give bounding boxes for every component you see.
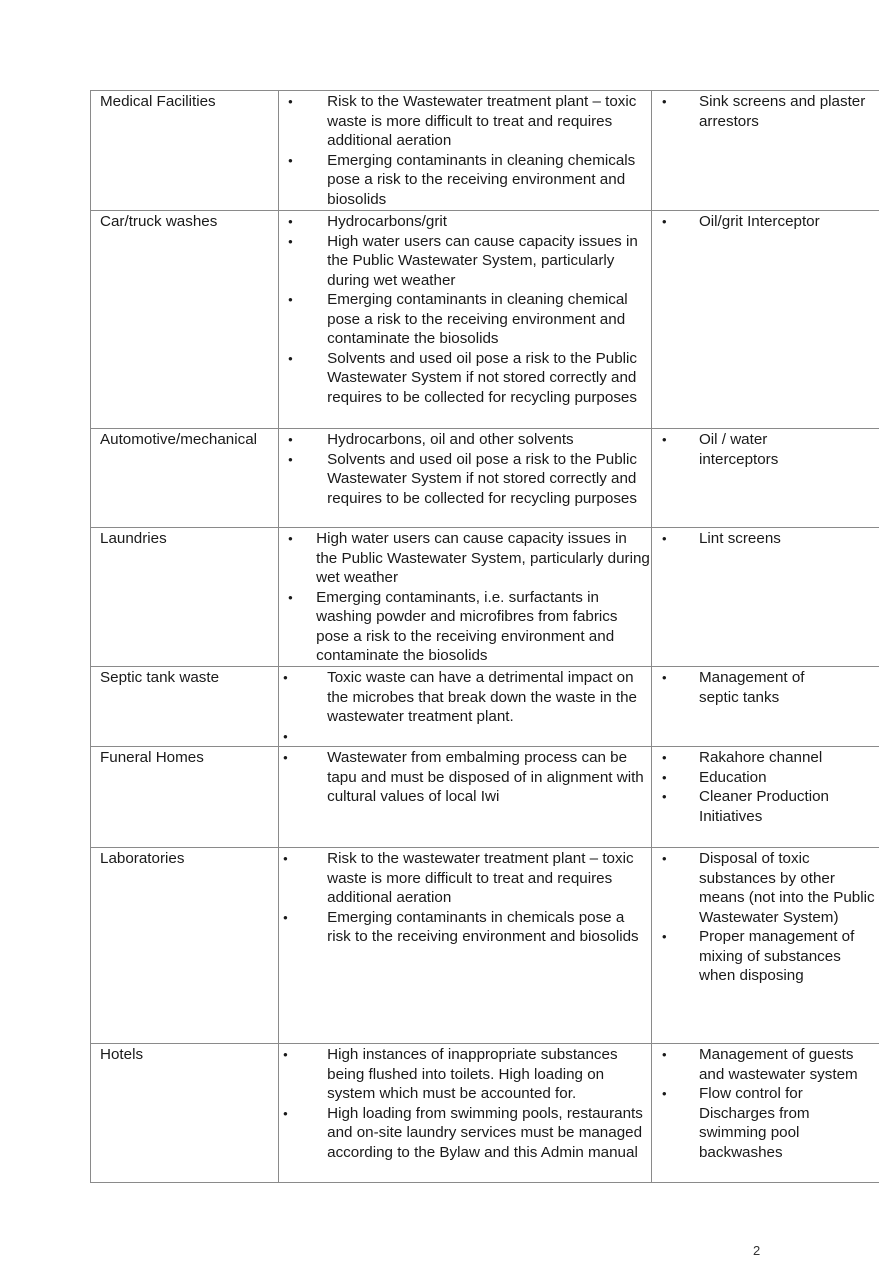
list-item: • Sink screens and plaster arrestors: [652, 92, 879, 131]
measure-list: [652, 91, 879, 131]
list-item: • High water users can cause capacity issues in the Public Wastewater System, particularly during wet weather: [279, 529, 651, 588]
table-row: [91, 667, 879, 747]
list-item: • Risk to the Wastewater treatment plant – toxic waste is more difficult to treat and requires additional aeration: [279, 92, 651, 151]
list-item: • Hydrocarbons/grit: [279, 212, 651, 232]
risk-list: [279, 91, 651, 209]
table-row: [91, 747, 879, 848]
measure-list: [652, 667, 879, 707]
page-number: 2: [753, 1243, 761, 1258]
list-item: • Solvents and used oil pose a risk to the Public Wastewater System if not stored correctly and requires to be collected for recycling purposes: [279, 450, 651, 509]
sector-cell: [91, 747, 279, 848]
table-row: [91, 848, 879, 1044]
measure-cell: [651, 848, 879, 1044]
sector-name: Funeral Homes: [100, 749, 204, 766]
sector-cell: [91, 667, 279, 747]
measure-cell: [651, 1044, 879, 1183]
risk-cell: [279, 91, 652, 211]
measure-cell: [651, 747, 879, 848]
list-item: • Oil / water interceptors: [652, 430, 829, 469]
list-item: • Management of guests and wastewater system: [652, 1045, 879, 1084]
list-item: • Proper management of mixing of substances when disposing: [652, 927, 879, 986]
table-row: [91, 91, 879, 211]
list-item: • Education: [652, 768, 879, 788]
list-item: • Flow control for Discharges from swimming pool backwashes: [652, 1084, 879, 1162]
list-item: • Risk to the wastewater treatment plant – toxic waste is more difficult to treat and requires additional aeration: [279, 849, 651, 908]
risk-cell: [279, 848, 652, 1044]
list-item: • Emerging contaminants in cleaning chemicals pose a risk to the receiving environment and biosolids: [279, 151, 651, 210]
list-item: • Wastewater from embalming process can be tapu and must be disposed of in alignment with cultural values of local Iwi: [279, 748, 651, 807]
list-item: • High loading from swimming pools, restaurants and on-site laundry services must be managed according to the Bylaw and this Admin manual: [279, 1104, 651, 1163]
risk-cell: [279, 429, 652, 528]
sector-cell: [91, 91, 279, 211]
sector-cell: [91, 429, 279, 528]
measure-list: [652, 429, 879, 469]
risk-list: [279, 211, 651, 407]
risk-list: [279, 747, 651, 807]
sector-name: Automotive/mechanical: [100, 431, 258, 448]
measure-cell: [651, 429, 879, 528]
list-item: • Solvents and used oil pose a risk to the Public Wastewater System if not stored correctly and requires to be collected for recycling purposes: [279, 349, 651, 408]
sector-cell: [91, 211, 279, 429]
list-item: • Rakahore channel: [652, 748, 879, 768]
list-item: • Cleaner Production Initiatives: [652, 787, 879, 826]
sector-cell: [91, 848, 279, 1044]
measure-cell: [651, 91, 879, 211]
sector-name: Laundries: [100, 530, 167, 547]
list-item: • Emerging contaminants in cleaning chemical pose a risk to the receiving environment and contaminate the biosolids: [279, 290, 651, 349]
table-row: [91, 528, 879, 667]
table-row: [91, 211, 879, 429]
list-item: • High water users can cause capacity issues in the Public Wastewater System, particularly during wet weather: [279, 232, 651, 291]
measure-list: [652, 1044, 879, 1162]
measure-cell: [651, 667, 879, 747]
risk-cell: [279, 211, 652, 429]
table-row: [91, 429, 879, 528]
risk-cell: [279, 1044, 652, 1183]
risk-list: [279, 528, 651, 666]
sector-name: Hotels: [100, 1046, 144, 1063]
risk-list: [279, 1044, 651, 1162]
list-item: • Lint screens: [652, 529, 879, 549]
list-item: • High instances of inappropriate substances being flushed into toilets. High loading on system which must be accounted for.: [279, 1045, 651, 1104]
list-item: • Emerging contaminants, i.e. surfactants in washing powder and microfibres from fabrics pose a risk to the receiving environment and contaminate the biosolids: [279, 588, 651, 666]
measure-cell: [651, 528, 879, 667]
sector-name: Medical Facilities: [100, 93, 216, 110]
risk-cell: [279, 528, 652, 667]
sector-name: Car/truck washes: [100, 213, 218, 230]
list-item: • Oil/grit Interceptor: [652, 212, 879, 232]
list-item: • Toxic waste can have a detrimental impact on the microbes that break down the waste in the wastewater treatment plant.: [279, 668, 651, 727]
risk-list: [279, 667, 651, 746]
risk-list: [279, 429, 651, 508]
measure-list: [652, 747, 879, 826]
sector-cell: [91, 1044, 279, 1183]
list-item: • Disposal of toxic substances by other means (not into the Public Wastewater System): [652, 849, 879, 927]
table-row: [91, 1044, 879, 1183]
measure-list: [652, 848, 879, 986]
list-item: [279, 727, 651, 746]
sector-cell: [91, 528, 279, 667]
list-item: • Management of septic tanks: [652, 668, 839, 707]
measure-list: [652, 528, 879, 549]
risk-cell: [279, 747, 652, 848]
sector-name: Laboratories: [100, 850, 185, 867]
risk-list: [279, 848, 651, 947]
measure-cell: [651, 211, 879, 429]
measure-list: [652, 211, 879, 232]
trade-waste-risk-table: [90, 90, 879, 1183]
list-item: • Hydrocarbons, oil and other solvents: [279, 430, 651, 450]
risk-cell: [279, 667, 652, 747]
sector-name: Septic tank waste: [100, 669, 220, 686]
list-item: • Emerging contaminants in chemicals pose a risk to the receiving environment and biosolids: [279, 908, 651, 947]
